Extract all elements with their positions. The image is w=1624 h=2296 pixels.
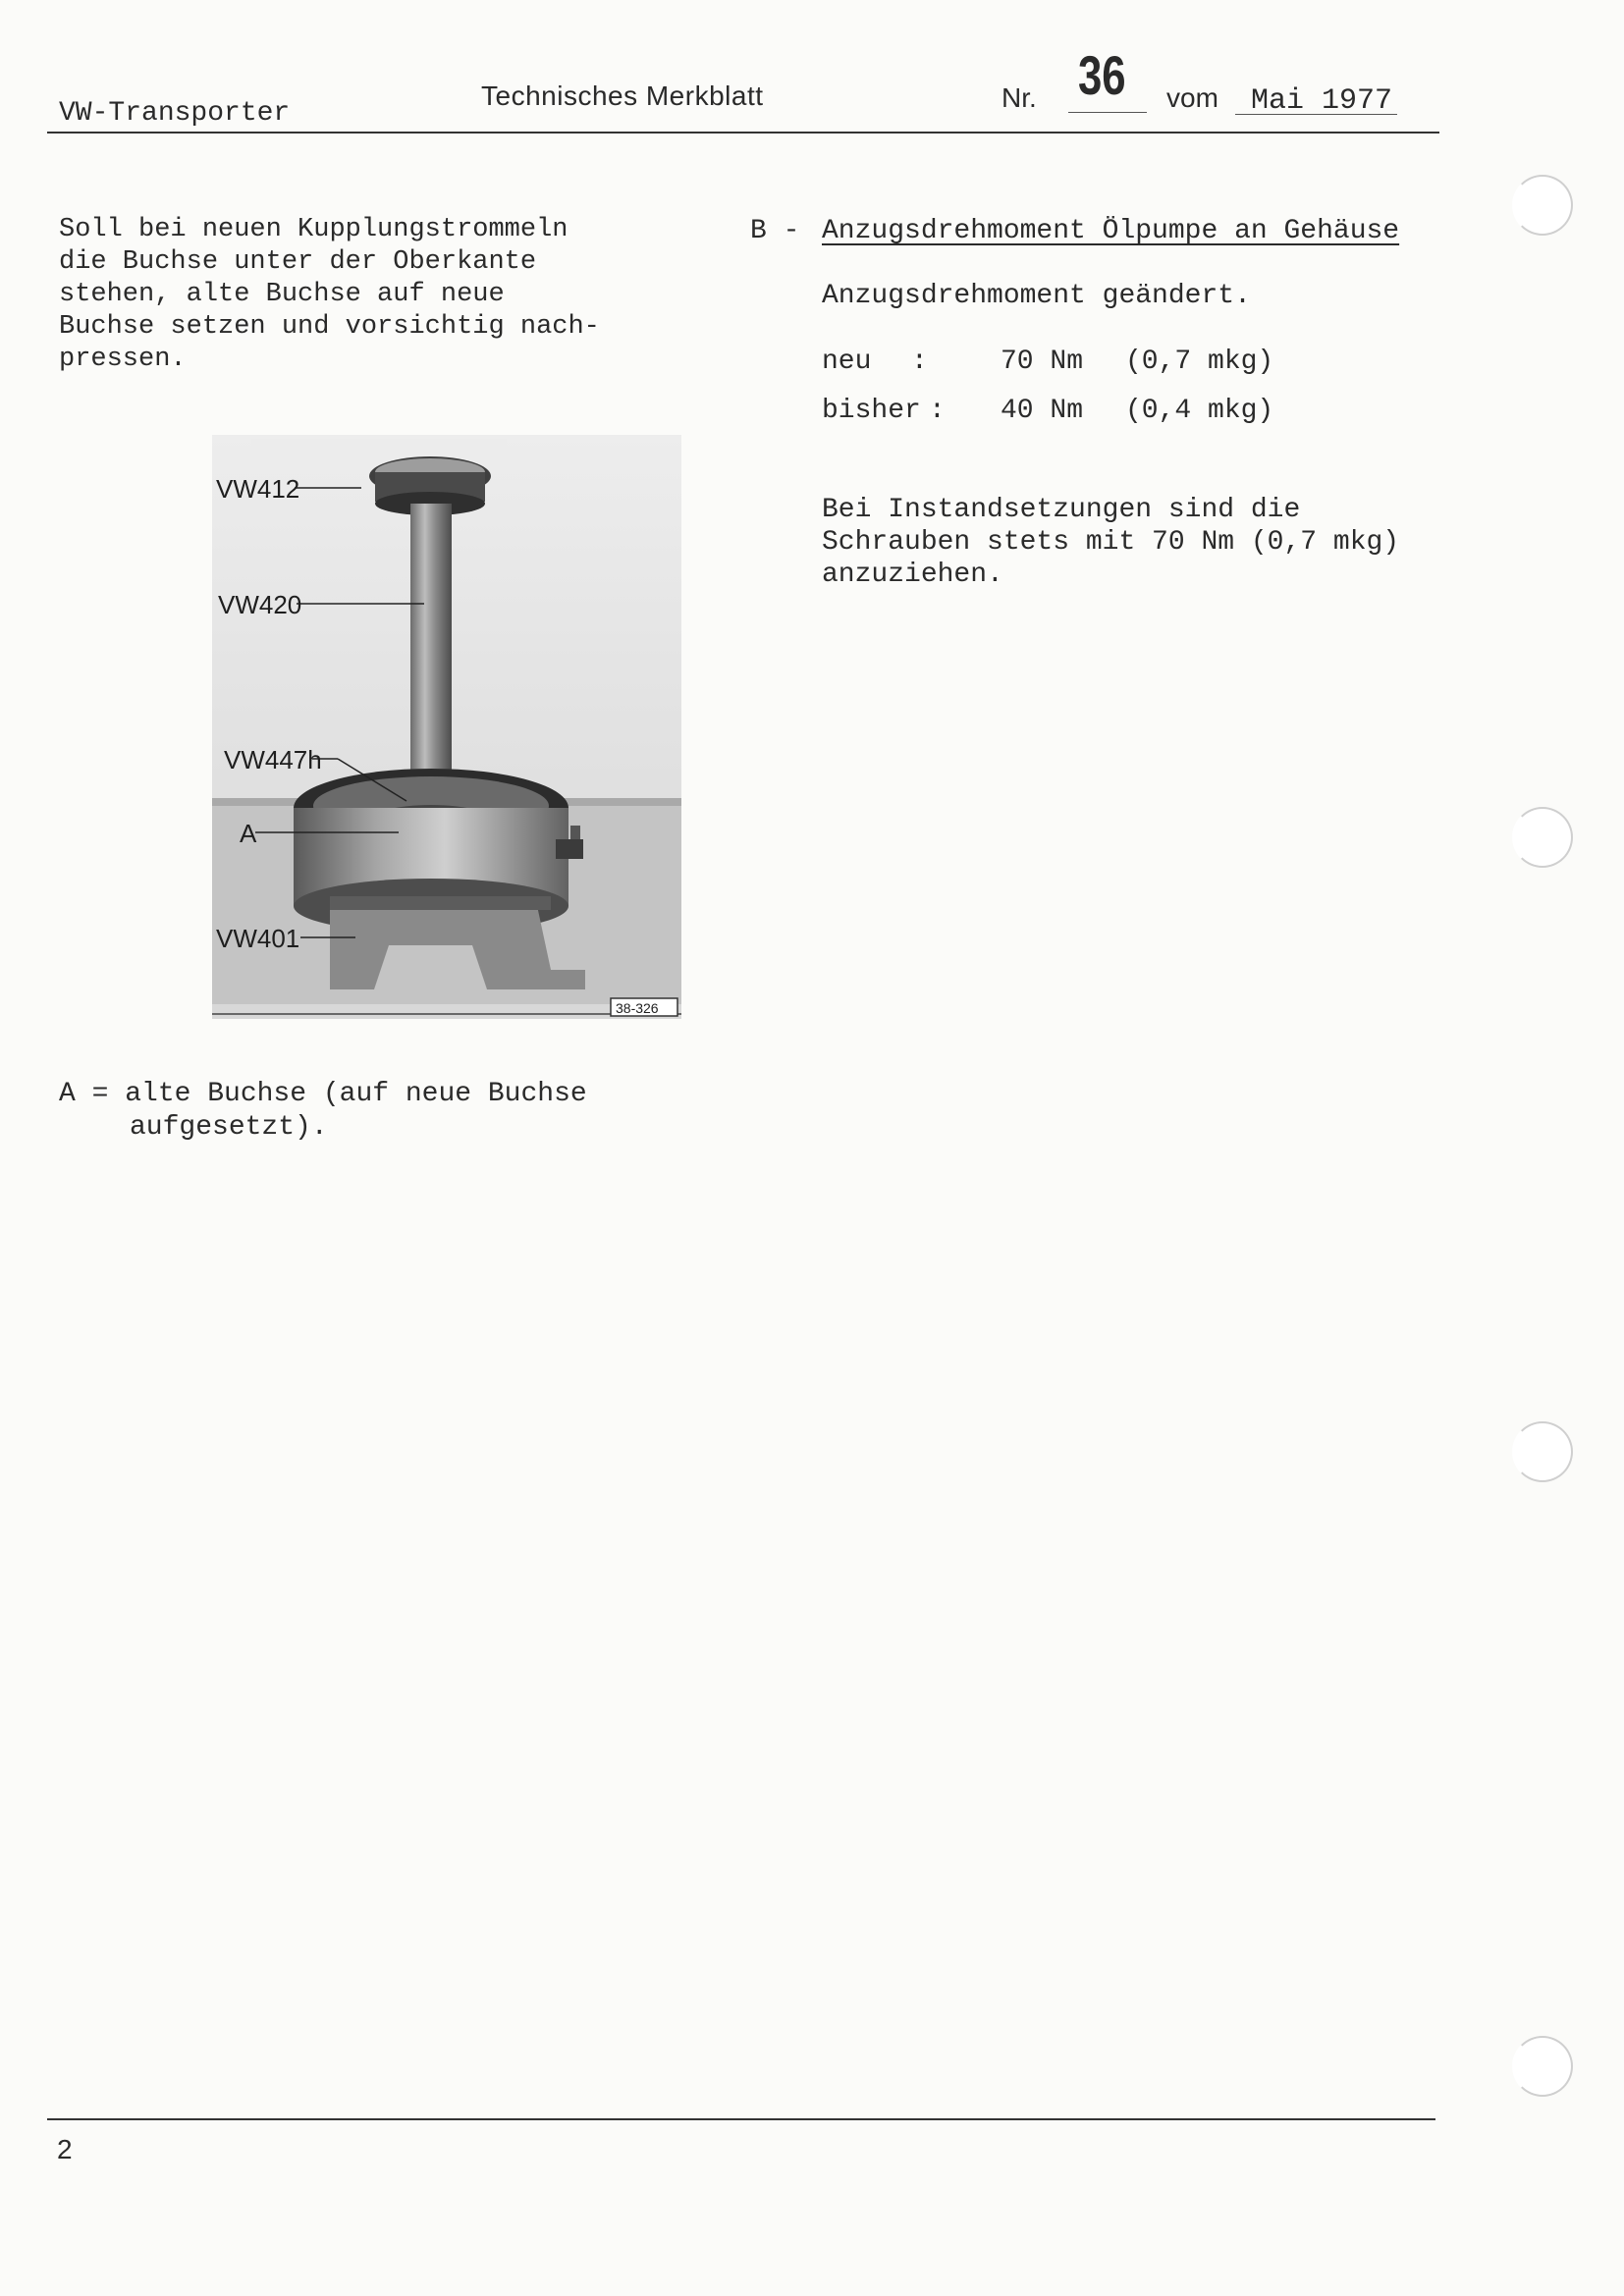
- document-title: Technisches Merkblatt: [481, 80, 764, 111]
- caption-line-1: A = alte Buchse (auf neue Buchse: [59, 1079, 587, 1109]
- number-underline: [1068, 112, 1147, 113]
- punch-hole: [1512, 2036, 1573, 2097]
- figure-number: 38-326: [616, 1000, 659, 1016]
- tool-photo: [212, 435, 681, 1019]
- label-vw447h: VW447h: [224, 745, 322, 774]
- date-label: vom: [1166, 82, 1218, 113]
- date-underline: [1235, 114, 1397, 115]
- repair-instruction: Bei Instandsetzungen sind die Schrauben stets mit 70 Nm (0,7 mkg) anzuziehen.: [822, 495, 1400, 590]
- section-prefix: B -: [750, 216, 800, 246]
- spec-new-label: neu: [822, 347, 872, 377]
- punch-hole: [1512, 807, 1573, 868]
- label-vw412: VW412: [216, 474, 300, 504]
- label-vw401: VW401: [216, 924, 300, 953]
- spec-new-colon: :: [911, 347, 928, 377]
- spec-old-label: bisher: [822, 396, 921, 426]
- spec-old-colon: :: [929, 396, 946, 426]
- spec-old-nm: 40 Nm: [1001, 396, 1084, 426]
- spec-new-nm: 70 Nm: [1001, 347, 1084, 377]
- header-rule: [47, 132, 1439, 133]
- figure-caption: [59, 1078, 687, 1145]
- number-label: Nr.: [1001, 82, 1037, 113]
- spec-old-mkg: (0,4 mkg): [1125, 396, 1274, 426]
- section-title: Anzugsdrehmoment Ölpumpe an Gehäuse: [822, 216, 1400, 246]
- label-vw420: VW420: [218, 590, 302, 619]
- caption-line-2: aufgesetzt).: [130, 1112, 328, 1143]
- footer-rule: [47, 2118, 1435, 2120]
- vehicle-model: VW-Transporter: [59, 98, 291, 129]
- instruction-paragraph: Soll bei neuen Kupplungstrommeln die Buchse unter der Oberkante stehen, alte Buchse auf neue Buchse setzen und vorsichtig nach- pressen.: [59, 215, 600, 374]
- spec-new-mkg: (0,7 mkg): [1125, 347, 1274, 377]
- number-value: 36: [1078, 44, 1126, 106]
- date-value: Mai 1977: [1251, 84, 1393, 118]
- punch-hole: [1512, 175, 1573, 236]
- torque-changed-note: Anzugsdrehmoment geändert.: [822, 281, 1251, 311]
- punch-hole: [1512, 1421, 1573, 1482]
- page-number: 2: [57, 2134, 73, 2164]
- label-a: A: [240, 819, 257, 848]
